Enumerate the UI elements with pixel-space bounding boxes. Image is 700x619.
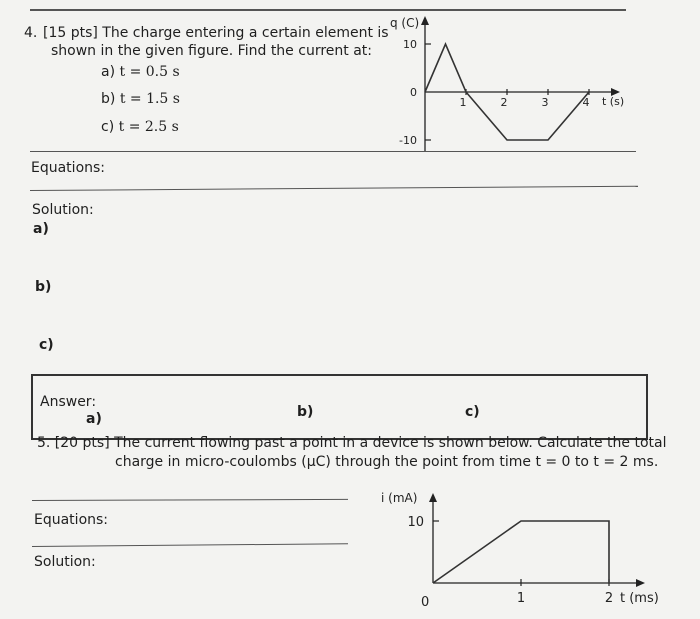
current-graph-origin-label: 0 <box>421 595 430 610</box>
solution-label-4: Solution: <box>32 202 94 218</box>
problem4-part-a <box>101 63 180 81</box>
answer-part-c: c) <box>465 404 480 420</box>
charge-graph-xtick-label: 2 <box>500 96 508 109</box>
answer-part-b: b) <box>297 404 314 420</box>
part-expr: t = 2.5 s <box>118 119 179 135</box>
solution-part-b: b) <box>35 279 52 295</box>
part-label: b) <box>101 91 116 107</box>
current-graph-ytick-label: 10 <box>407 515 424 530</box>
charge-graph-ytick-label: 0 <box>410 86 417 99</box>
charge-graph-xtick-label: 1 <box>459 96 467 109</box>
answer-label: Answer: <box>40 394 97 410</box>
problem4-line1: [15 pts] The charge entering a certain element is <box>43 25 389 41</box>
answer-part-a: a) <box>86 411 102 427</box>
current-graph-xtick-label: 2 <box>604 591 614 606</box>
part-expr: t = 0.5 s <box>119 64 180 80</box>
current-graph-ylabel: i (mA) <box>381 491 418 505</box>
charge-graph-ytick-label: -10 <box>399 134 417 147</box>
equations-label-4: Equations: <box>31 160 106 176</box>
charge-graph-xtick-label: 4 <box>582 96 590 109</box>
problem4-number: 4. <box>24 25 38 41</box>
rule-above-equations-5 <box>32 499 348 501</box>
charge-graph-ylabel: q (C) <box>390 16 420 30</box>
problem5-line2: charge in micro-coulombs (μC) through the point from time t = 0 to t = 2 ms. <box>115 454 659 470</box>
charge-graph-ytick-label: 10 <box>403 38 417 51</box>
part-label: c) <box>101 119 115 135</box>
solution-part-a: a) <box>33 221 49 237</box>
part-label: a) <box>101 64 116 80</box>
charge-graph-xtick-label: 3 <box>541 96 549 109</box>
rule-below-equations-5 <box>32 543 348 547</box>
solution-label-5: Solution: <box>34 554 96 570</box>
problem4-line2: shown in the given figure. Find the current at: <box>51 43 372 59</box>
current-graph-y-arrow <box>429 493 437 502</box>
current-graph-xlabel: t (ms) <box>620 591 659 606</box>
problem4-part-c <box>101 118 179 136</box>
current-graph-xtick-label: 1 <box>516 591 526 606</box>
charge-graph-xlabel: t (s) <box>602 95 625 108</box>
part-expr: t = 1.5 s <box>119 91 180 107</box>
current-graph-x-arrow <box>636 579 645 587</box>
problem4-part-b <box>101 90 180 108</box>
answer-box <box>31 374 648 440</box>
current-graph-series-line <box>433 521 609 583</box>
charge-graph-y-arrow <box>421 16 429 25</box>
problem5-line1: 5. [20 pts] The current flowing past a point in a device is shown below. Calculate the total <box>37 435 667 451</box>
rule-above-equations <box>30 151 636 152</box>
current-graph-y-ticks <box>407 515 439 530</box>
solution-part-c: c) <box>39 337 54 353</box>
charge-graph <box>370 10 640 160</box>
current-graph <box>370 484 690 614</box>
rule-below-equations <box>30 186 638 191</box>
equations-label-5: Equations: <box>34 512 109 528</box>
